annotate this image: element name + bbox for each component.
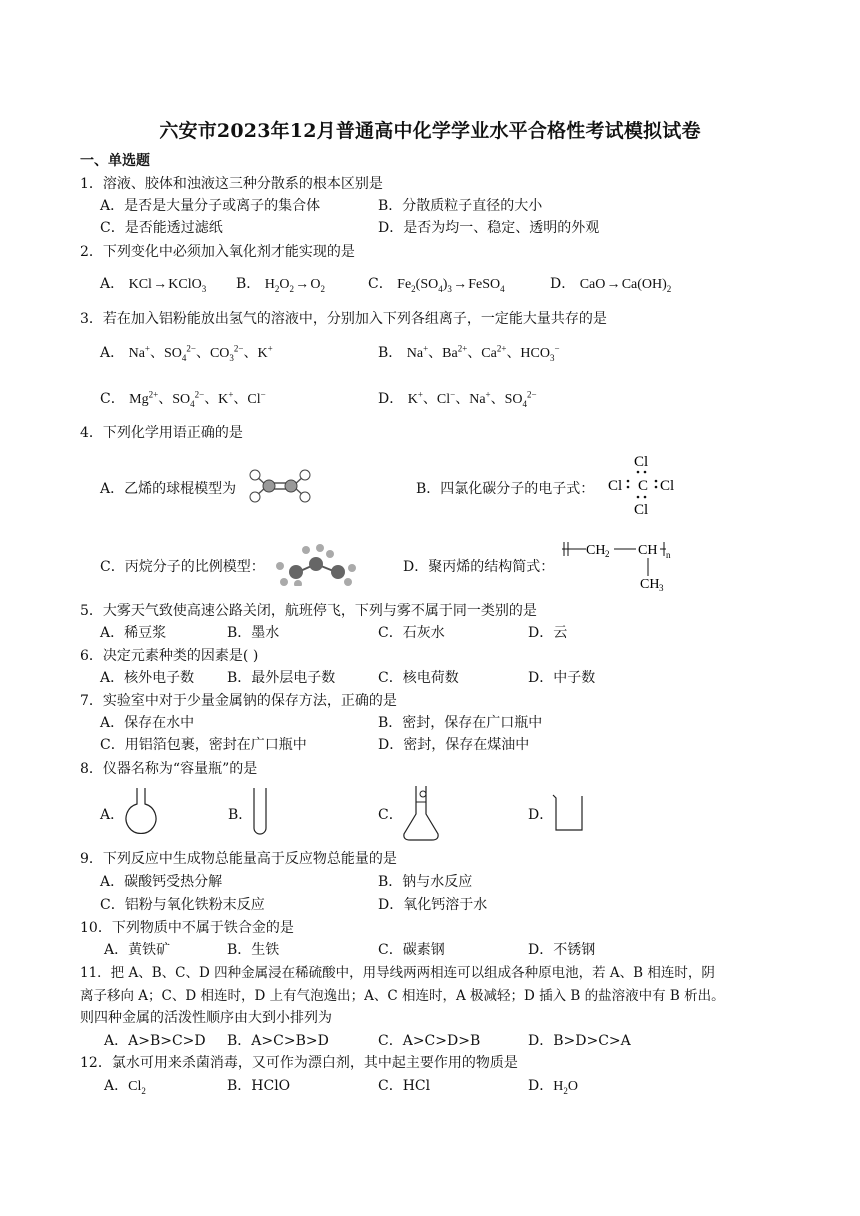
- question-6-option-c: C．核电荷数: [378, 670, 459, 686]
- question-7-option-d: D．密封，保存在煤油中: [378, 737, 530, 753]
- question-7-option-a: A．保存在水中: [100, 715, 195, 731]
- option-label: B．: [236, 276, 261, 292]
- question-12-option-b: B．HClO: [227, 1078, 291, 1094]
- question-5-option-c: C．石灰水: [378, 625, 445, 641]
- svg-text:3: 3: [659, 583, 664, 592]
- formula: KCl → KClO$_3$: [128, 277, 207, 294]
- option-label: C．: [368, 276, 393, 292]
- question-10-option-d: D．不锈钢: [528, 942, 596, 958]
- question-3-option-c: [100, 390, 266, 409]
- question-1-option-b: B．分散质粒子直径的大小: [378, 198, 543, 214]
- question-2-option-c: [368, 275, 505, 294]
- question-8-option-b: B．: [228, 807, 253, 823]
- question-5-option-a: A．稀豆浆: [100, 625, 167, 641]
- question-9-stem: 9．下列反应中生成物总能量高于反应物总能量的是: [80, 851, 397, 867]
- question-12-option-c: C．HCl: [378, 1078, 431, 1094]
- svg-text:Cl: Cl: [660, 478, 675, 494]
- question-9-option-a: A．碳酸钙受热分解: [100, 874, 223, 890]
- question-1-option-d: D．是否为均一、稳定、透明的外观: [378, 220, 600, 236]
- svg-text:n: n: [666, 550, 671, 560]
- question-9-option-d: D．氧化钙溶于水: [378, 897, 488, 913]
- page-title: 六安市2023年12月普通高中化学学业水平合格性考试模拟试卷: [159, 120, 701, 142]
- svg-text:CH: CH: [586, 543, 606, 558]
- question-3-option-a: [100, 344, 273, 363]
- ethylene-ball-stick-model: [245, 466, 315, 506]
- question-6-option-a: A．核外电子数: [100, 670, 195, 686]
- question-12-option-d: [528, 1077, 578, 1096]
- ions: K+、Cl−、Na+、$SO_4^{2-}$: [407, 389, 537, 409]
- question-4-option-a: A．乙烯的球棍模型为: [100, 481, 237, 497]
- question-5-option-b: B．墨水: [227, 625, 280, 641]
- svg-text:CH: CH: [640, 577, 660, 592]
- svg-text:2: 2: [605, 549, 610, 559]
- option-label: D．: [528, 1078, 554, 1094]
- ions: Na+、$Ba^{2+}$、$Ca^{2+}$、$HCO_3^-$: [406, 343, 560, 363]
- question-5-option-d: D．云: [528, 625, 568, 641]
- test-tube-icon: [250, 786, 270, 838]
- question-10-option-c: C．碳素钢: [378, 942, 445, 958]
- question-6-option-b: B．最外层电子数: [227, 670, 336, 686]
- question-8-option-a: A．: [100, 807, 125, 823]
- question-4-option-d: D．聚丙烯的结构简式：: [403, 559, 555, 575]
- svg-text:Cl: Cl: [634, 454, 649, 470]
- round-bottom-flask-icon: [122, 786, 160, 838]
- question-11-option-b: B．A>C>B>D: [227, 1033, 329, 1049]
- question-10-option-a: A．黄铁矿: [104, 942, 171, 958]
- option-label: D．: [550, 276, 576, 292]
- ions: Na+、$SO_4^{2-}$、$CO_3^{2-}$、K+: [128, 343, 273, 363]
- section-heading: 一、单选题: [80, 153, 150, 169]
- svg-text:C: C: [638, 478, 649, 494]
- option-label: A．: [104, 1078, 129, 1094]
- svg-text:Cl: Cl: [634, 502, 649, 518]
- beaker-icon: [550, 792, 586, 834]
- question-4-option-b: B．四氯化碳分子的电子式：: [416, 481, 595, 497]
- question-2-option-b: [236, 275, 325, 294]
- ions: $Mg^{2+}$、$SO_4^{2-}$、K+、Cl−: [129, 389, 266, 409]
- question-8-stem: 8．仪器名称为“容量瓶”的是: [80, 761, 258, 777]
- question-10-stem: 10．下列物质中不属于铁合金的是: [80, 920, 294, 936]
- svg-text:Cl: Cl: [608, 478, 623, 494]
- formula: $Fe_2(SO_4)_3$ → FeSO$_4$: [397, 277, 505, 294]
- question-5-stem: 5．大雾天气致使高速公路关闭，航班停飞，下列与雾不属于同一类别的是: [80, 603, 537, 619]
- question-11-option-d: D．B>D>C>A: [528, 1033, 631, 1049]
- question-2-option-a: [100, 275, 206, 294]
- option-label: A．: [100, 345, 125, 361]
- option-label: D．: [378, 391, 404, 407]
- question-4-stem: 4．下列化学用语正确的是: [80, 425, 243, 441]
- question-7-stem: 7．实验室中对于少量金属钠的保存方法，正确的是: [80, 693, 397, 709]
- question-10-option-b: B．生铁: [227, 942, 280, 958]
- polypropylene-structure: [562, 536, 676, 592]
- formula: $H_2O$: [553, 1079, 578, 1096]
- option-label: A．: [100, 276, 125, 292]
- ccl4-electron-formula: [606, 452, 682, 518]
- question-3-option-b: [378, 344, 560, 363]
- option-label: C．: [100, 391, 125, 407]
- question-11-option-a: A．A>B>C>D: [104, 1033, 206, 1049]
- question-3-stem: 3．若在加入铝粉能放出氢气的溶液中，分别加入下列各组离子，一定能大量共存的是: [80, 311, 607, 327]
- question-9-option-c: C．铝粉与氧化铁粉末反应: [100, 897, 265, 913]
- question-8-option-c: C．: [378, 807, 403, 823]
- formula: $H_2O_2$ → $O_2$: [264, 277, 325, 294]
- question-4-option-c: C．丙烷分子的比例模型：: [100, 559, 265, 575]
- question-11-stem-line-2: 离子移向 A；C、D 相连时，D 上有气泡逸出；A、C 相连时，A 极减轻；D 插入 B 的盐溶液中有 B 析出。: [80, 988, 725, 1004]
- question-7-option-b: B．密封，保存在广口瓶中: [378, 715, 543, 731]
- formula: $Cl_2$: [128, 1079, 146, 1096]
- question-1-option-c: C．是否能透过滤纸: [100, 220, 223, 236]
- question-11-stem-line-3: 则四种金属的活泼性顺序由大到小排列为: [80, 1010, 332, 1026]
- volumetric-flask-icon: [400, 782, 444, 844]
- propane-space-filling-model: [270, 542, 360, 586]
- question-3-option-d: [378, 390, 537, 409]
- question-7-option-c: C．用铝箔包裹，密封在广口瓶中: [100, 737, 307, 753]
- question-8-option-d: D．: [528, 807, 554, 823]
- question-6-option-d: D．中子数: [528, 670, 596, 686]
- svg-text:CH: CH: [638, 543, 658, 558]
- question-12-stem: 12．氯水可用来杀菌消毒，又可作为漂白剂，其中起主要作用的物质是: [80, 1055, 518, 1071]
- question-12-option-a: [104, 1077, 146, 1096]
- question-6-stem: 6．决定元素种类的因素是( ): [80, 648, 259, 664]
- question-11-option-c: C．A>C>D>B: [378, 1033, 481, 1049]
- formula: CaO → $Ca(OH)_2$: [579, 277, 672, 294]
- question-2-stem: 2．下列变化中必须加入氧化剂才能实现的是: [80, 244, 355, 260]
- question-1-option-a: A．是否是大量分子或离子的集合体: [100, 198, 321, 214]
- question-2-option-d: [550, 275, 671, 294]
- question-1-stem: 1．溶液、胶体和浊液这三种分散系的根本区别是: [80, 176, 383, 192]
- option-label: B．: [378, 345, 403, 361]
- question-11-stem-line-1: 11．把 A、B、C、D 四种金属浸在稀硫酸中，用导线两两相连可以组成各种原电池，若 A、B 相连时，阴: [80, 965, 715, 981]
- question-9-option-b: B．钠与水反应: [378, 874, 473, 890]
